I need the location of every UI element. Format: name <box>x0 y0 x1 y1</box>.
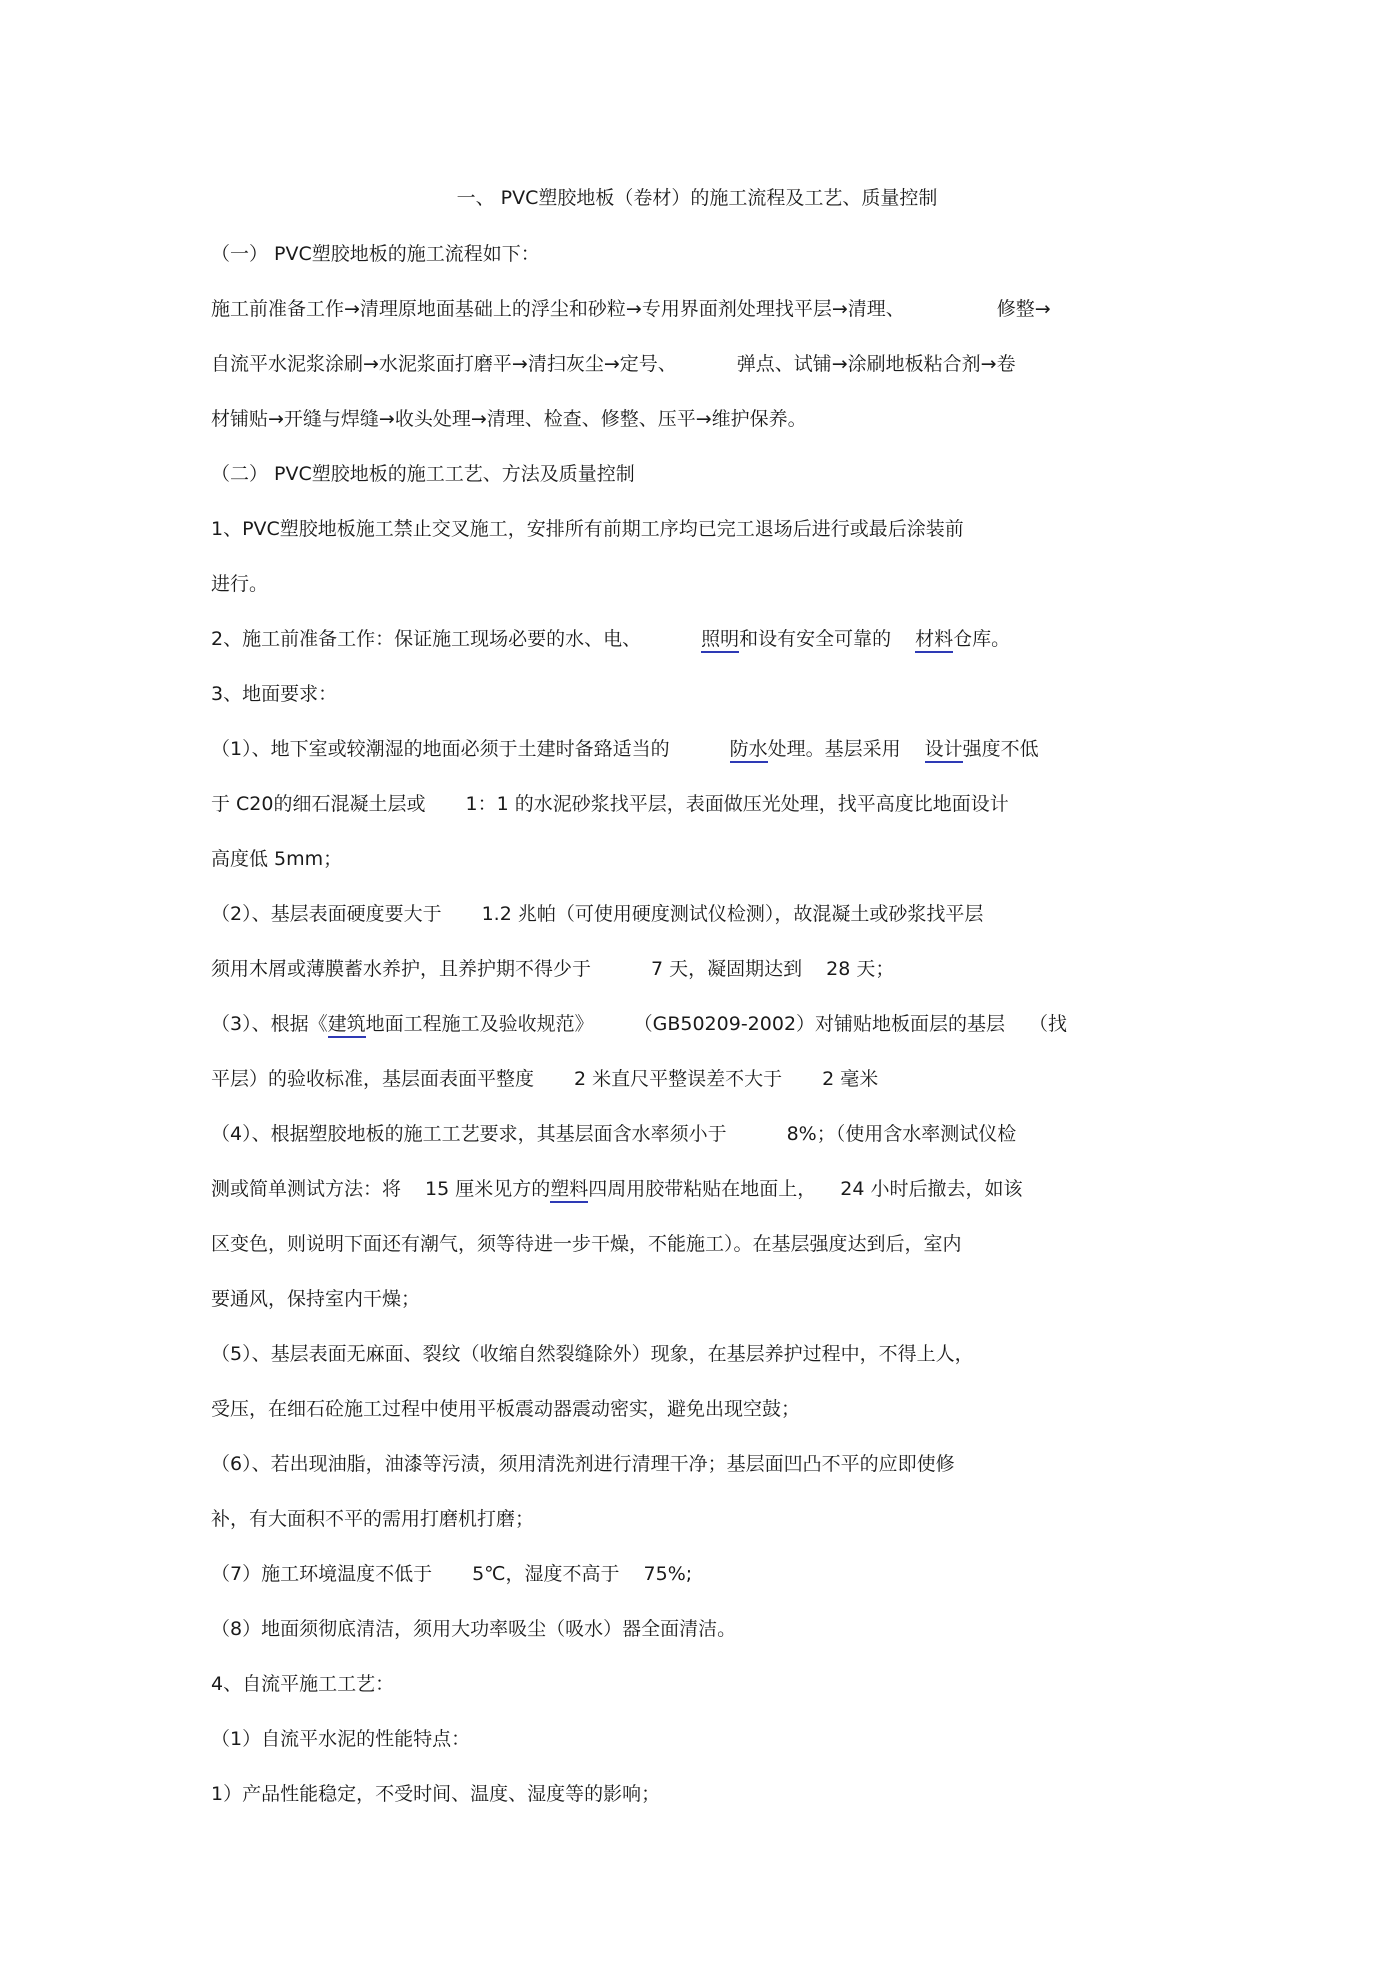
text: （GB50209-2002）对铺贴地板面层的基层 <box>633 1013 1006 1035</box>
item-3-4-line-4: 要通风，保持室内干燥； <box>211 1288 421 1310</box>
text: 测或简单测试方法：将 <box>211 1178 402 1200</box>
item-3-1-line-2 <box>211 790 1009 818</box>
text: 强度不低 <box>962 738 1039 760</box>
item-3-6-line-1: （6）、若出现油脂，油漆等污渍，须用清洗剂进行清理干净；基层面凹凸不平的应即使修 <box>211 1453 955 1475</box>
flow-text: 修整→ <box>996 298 1051 320</box>
paragraph-1-line-2: 进行。 <box>211 573 269 595</box>
document-title: 一、 PVC塑胶地板（卷材）的施工流程及工艺、质量控制 <box>456 187 938 209</box>
text: 15 厘米见方的 <box>425 1178 551 1200</box>
text: （1）、地下室或较潮湿的地面必须于土建时备臵适当的 <box>211 738 670 760</box>
link-plastic[interactable]: 塑料 <box>550 1178 588 1203</box>
text: 四周用胶带粘贴在地面上， <box>588 1178 817 1200</box>
text: （4）、根据塑胶地板的施工工艺要求，其基层面含水率须小于 <box>211 1123 727 1145</box>
text: （找 <box>1029 1013 1068 1035</box>
item-3-5-line-2: 受压，在细石砼施工过程中使用平板震动器震动密实，避免出现空鼓； <box>211 1398 801 1420</box>
text: 和设有安全可靠的 <box>739 628 892 650</box>
item-3-4-line-1 <box>211 1120 1016 1148</box>
item-4-1-1: 1）产品性能稳定，不受时间、温度、湿度等的影响； <box>211 1783 661 1805</box>
flow-text: 弹点、试铺→涂刷地板粘合剂→卷 <box>736 353 1016 375</box>
flow-line-2 <box>211 350 1016 378</box>
item-3-3-line-1 <box>211 1010 1067 1038</box>
text: 于 C20的细石混凝土层或 <box>211 793 426 815</box>
text: 处理。基层采用 <box>767 738 901 760</box>
paragraph-4-heading: 4、自流平施工工艺： <box>211 1673 395 1695</box>
text: （2）、基层表面硬度要大于 <box>211 903 442 925</box>
item-3-1-line-1 <box>211 735 1039 763</box>
text: 7 天，凝固期达到 <box>651 958 803 980</box>
item-3-8: （8）地面须彻底清洁，须用大功率吸尘（吸水）器全面清洁。 <box>211 1618 737 1640</box>
item-3-2-line-2 <box>211 955 894 983</box>
item-3-2-line-1 <box>211 900 983 928</box>
text: 1：1 的水泥砂浆找平层，表面做压光处理，找平高度比地面设计 <box>465 793 1009 815</box>
text: 2 毫米 <box>822 1068 879 1090</box>
item-4-1: （1）自流平水泥的性能特点： <box>211 1728 471 1750</box>
text: （7）施工环境温度不低于 <box>211 1563 433 1585</box>
text: 1.2 兆帕（可使用硬度测试仪检测），故混凝土或砂浆找平层 <box>481 903 984 925</box>
text: 75%; <box>643 1563 693 1585</box>
link-design[interactable]: 设计 <box>925 738 963 763</box>
item-3-4-line-2 <box>211 1175 1022 1203</box>
flow-text: 施工前准备工作→清理原地面基础上的浮尘和砂粒→专用界面剂处理找平层→清理、 <box>211 298 905 320</box>
text: （3）、根据《 <box>211 1013 328 1035</box>
item-3-1-line-3: 高度低 5mm； <box>211 848 343 870</box>
item-3-4-line-3: 区变色，则说明下面还有潮气，须等待进一步干燥，不能施工）。在基层强度达到后，室内 <box>211 1233 962 1255</box>
text: 仓库。 <box>953 628 1011 650</box>
text: 2、施工前准备工作：保证施工现场必要的水、电、 <box>211 628 642 650</box>
section-1-heading: （一） PVC塑胶地板的施工流程如下： <box>211 243 540 265</box>
link-lighting[interactable]: 照明 <box>701 628 739 653</box>
link-waterproof[interactable]: 防水 <box>730 738 768 763</box>
item-3-5-line-1: （5）、基层表面无麻面、裂纹（收缩自然裂缝除外）现象，在基层养护过程中，不得上人， <box>211 1343 974 1365</box>
link-building[interactable]: 建筑 <box>328 1013 366 1038</box>
text: 2 米直尺平整误差不大于 <box>574 1068 783 1090</box>
text: 地面工程施工及验收规范》 <box>365 1013 594 1035</box>
text: 5℃，湿度不高于 <box>472 1563 620 1585</box>
paragraph-2 <box>211 625 1010 653</box>
text: 平层）的验收标准，基层面表面平整度 <box>211 1068 535 1090</box>
paragraph-3-heading: 3、地面要求： <box>211 683 338 705</box>
link-materials[interactable]: 材料 <box>915 628 953 653</box>
item-3-6-line-2: 补，有大面积不平的需用打磨机打磨； <box>211 1508 535 1530</box>
section-2-heading: （二） PVC塑胶地板的施工工艺、方法及质量控制 <box>211 463 635 485</box>
paragraph-1-line-1: 1、PVC塑胶地板施工禁止交叉施工，安排所有前期工序均已完工退场后进行或最后涂装前 <box>211 518 964 540</box>
text: 28 天； <box>826 958 895 980</box>
flow-line-1 <box>211 295 1051 323</box>
flow-line-3: 材铺贴→开缝与焊缝→收头处理→清理、检查、修整、压平→维护保养。 <box>211 408 807 430</box>
text: 24 小时后撤去，如该 <box>840 1178 1023 1200</box>
flow-text: 自流平水泥浆涂刷→水泥浆面打磨平→清扫灰尘→定号、 <box>211 353 677 375</box>
text: 须用木屑或薄膜蓄水养护，且养护期不得少于 <box>211 958 592 980</box>
item-3-3-line-2 <box>211 1065 878 1093</box>
text: 8%；（使用含水率测试仪检 <box>786 1123 1017 1145</box>
item-3-7 <box>211 1560 692 1588</box>
